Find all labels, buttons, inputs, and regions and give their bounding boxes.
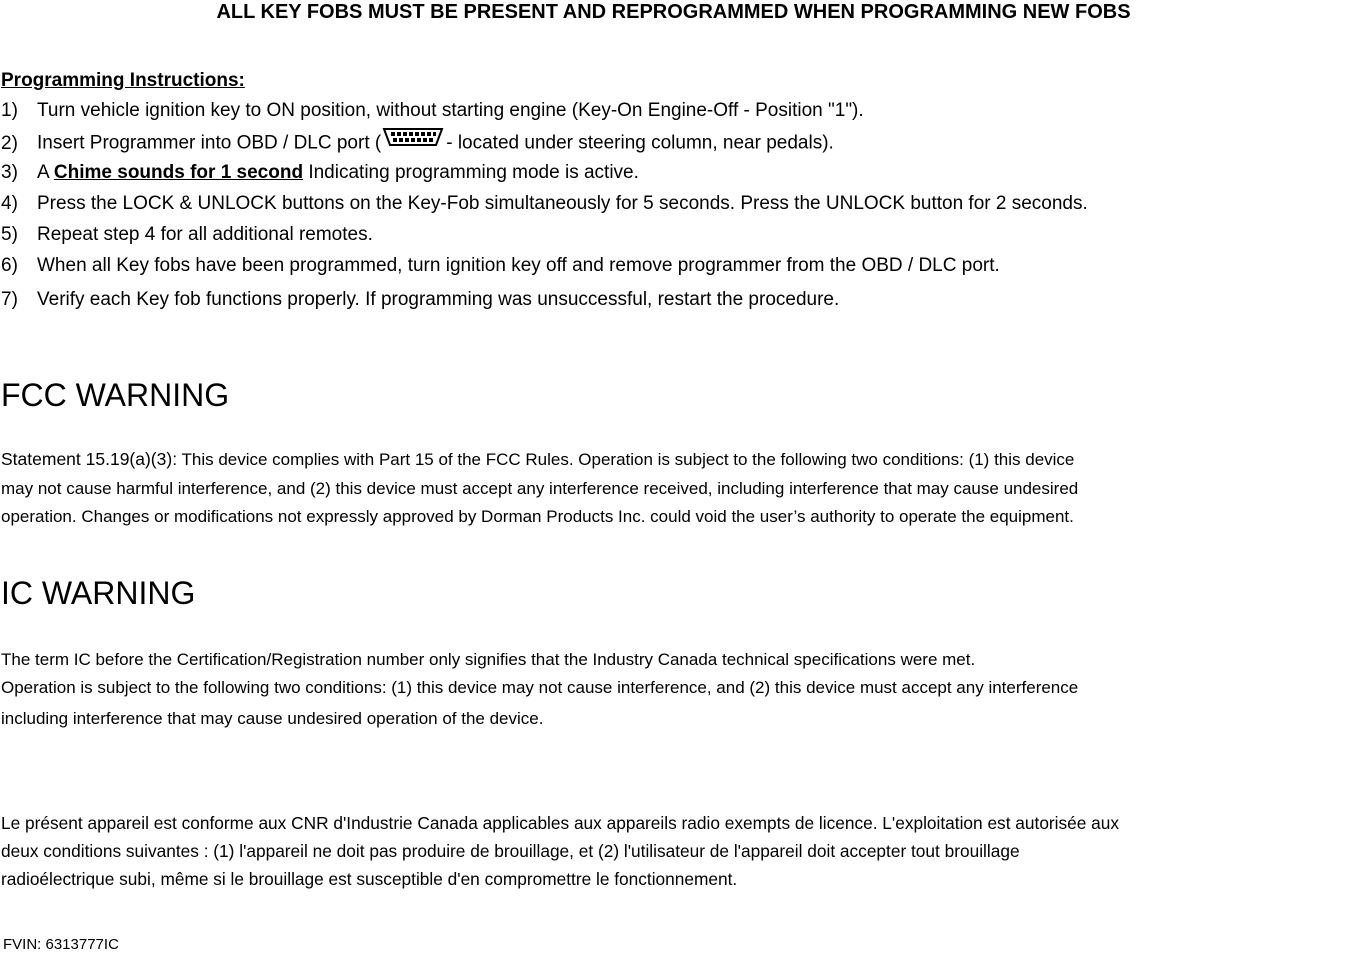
step-text: Turn vehicle ignition key to ON position, without starting engine (Key-On Engine-Off - Position "1"). — [37, 100, 864, 121]
banner-notice: ALL KEY FOBS MUST BE PRESENT AND REPROGRAMMED WHEN PROGRAMMING NEW FOBS — [216, 1, 1131, 23]
ic-french-line: deux conditions suivantes : (1) l'appareil ne doit pas produire de brouillage, et (2) l'utilisateur de l'appareil doit accepter tout brouillage — [1, 841, 1020, 861]
step-6 — [1, 254, 1000, 278]
fcc-statement-line-1 — [1, 445, 1074, 474]
step-number: 1) — [1, 100, 18, 121]
fcc-warning-title: FCC WARNING — [1, 377, 230, 413]
fcc-line: This device complies with Part 15 of the FCC Rules. Operation is subject to the following two conditions: (1) this device — [177, 450, 1075, 469]
step-text: Press the LOCK & UNLOCK buttons on the Key-Fob simultaneously for 5 seconds. Press the UNLOCK button for 2 seconds. — [37, 193, 1088, 214]
step-text-before: Insert Programmer into OBD / DLC port ( — [37, 132, 382, 154]
step-text-after: - located under steering column, near pedals). — [446, 132, 834, 154]
programming-heading: Programming Instructions: — [1, 70, 245, 91]
step-number: 5) — [1, 224, 18, 245]
step-text: Repeat step 4 for all additional remotes. — [37, 224, 373, 245]
step-number: 3) — [1, 162, 18, 183]
ic-line: Operation is subject to the following two conditions: (1) this device may not cause interference, and (2) this device must accept any interference — [1, 678, 1079, 697]
step-1 — [1, 99, 864, 123]
step-4 — [1, 192, 1088, 216]
fvin-label: FVIN: 6313777IC — [3, 936, 119, 953]
step-number: 7) — [1, 289, 18, 310]
step-text: When all Key fobs have been programmed, turn ignition key off and remove programmer from the OBD / DLC port. — [37, 255, 1000, 276]
step-text-after: Indicating programming mode is active. — [303, 162, 639, 183]
chime-emphasis: Chime sounds for 1 second — [53, 162, 304, 183]
step-number: 6) — [1, 255, 18, 276]
ic-french-line: Le présent appareil est conforme aux CNR d'Industrie Canada applicables aux appareils radio exempts de licence. L'exploitation est autorisée aux — [1, 813, 1120, 833]
step-text: Verify each Key fob functions properly. If programming was unsuccessful, restart the procedure. — [37, 289, 840, 310]
ic-french-line: radioélectrique subi, même si le brouillage est susceptible d'en compromettre le fonctionnement. — [1, 869, 738, 889]
obd-connector-icon — [382, 127, 444, 154]
fcc-line: operation. Changes or modifications not expressly approved by Dorman Products Inc. could void the user’s authority to operate the equipment. — [1, 507, 1074, 526]
ic-line: The term IC before the Certification/Registration number only signifies that the Industry Canada technical specifications were met. — [1, 650, 976, 669]
step-2 — [1, 130, 834, 157]
step-7 — [1, 288, 839, 312]
step-number: 2) — [1, 132, 18, 154]
step-3 — [1, 161, 639, 185]
step-5 — [1, 223, 373, 247]
ic-line: including interference that may cause undesired operation of the device. — [1, 709, 544, 728]
fcc-statement-label: Statement 15.19(a)(3): — [1, 449, 178, 469]
step-text-before: A — [37, 162, 54, 183]
fcc-line: may not cause harmful interference, and (2) this device must accept any interference received, including interference that may cause undesired — [1, 479, 1079, 498]
ic-warning-title: IC WARNING — [1, 575, 196, 611]
step-number: 4) — [1, 193, 18, 214]
